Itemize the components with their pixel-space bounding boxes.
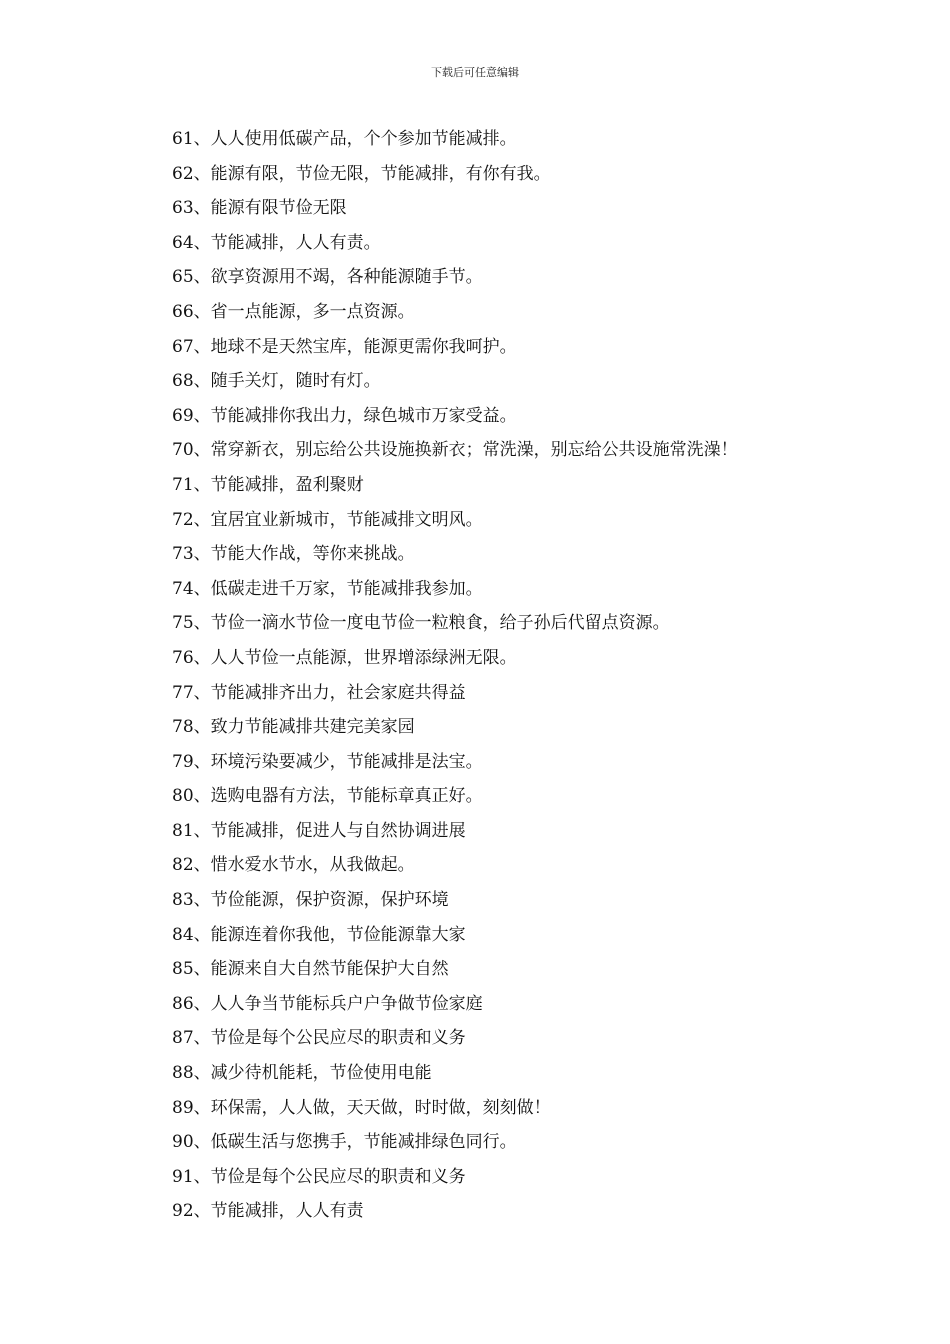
slogan-item [172,987,872,1022]
slogan-text: 致力节能减排共建完美家园 [210,717,415,738]
slogan-number: 64 [172,232,194,253]
slogan-separator: 、 [193,751,211,772]
slogan-separator: 、 [193,336,211,357]
slogan-text: 节能减排，人人有责 [210,1201,364,1222]
slogan-text: 选购电器有方法，节能标章真正好。 [210,786,483,807]
slogan-separator: 、 [193,474,211,495]
slogan-number: 65 [172,267,194,288]
slogan-item [172,676,872,711]
slogan-separator: 、 [193,163,211,184]
slogan-item [172,260,872,295]
slogan-item [172,364,872,399]
slogan-number: 79 [172,751,194,772]
slogan-text: 节能减排你我出力，绿色城市万家受益。 [210,405,517,426]
slogan-item [172,1194,872,1229]
slogan-separator: 、 [193,198,211,219]
slogan-item [172,952,872,987]
slogan-number: 66 [172,301,194,322]
slogan-separator: 、 [193,405,211,426]
slogan-text: 环境污染要减少，节能减排是法宝。 [210,751,483,772]
slogan-separator: 、 [193,267,211,288]
slogan-item [172,1160,872,1195]
slogan-number: 61 [172,129,194,149]
slogan-number: 70 [172,440,194,461]
slogan-separator: 、 [193,647,211,668]
slogan-number: 86 [172,993,194,1014]
slogan-text: 节能减排，促进人与自然协调进展 [210,820,466,841]
slogan-item [172,468,872,503]
slogan-text: 能源有限节俭无限 [210,198,347,219]
slogan-number: 89 [172,1097,194,1118]
slogan-text: 节俭一滴水节俭一度电节俭一粒粮食，给子孙后代留点资源。 [210,613,670,634]
slogan-text: 省一点能源，多一点资源。 [210,301,415,322]
slogan-separator: 、 [193,1097,211,1118]
slogan-text: 惜水爱水节水，从我做起。 [210,855,415,876]
slogan-text: 能源来自大自然节能保护大自然 [210,959,449,980]
slogan-text: 节能减排，盈利聚财 [210,474,364,495]
slogan-item [172,918,872,953]
slogan-text: 节能大作战，等你来挑战。 [210,544,415,565]
slogan-number: 71 [172,474,194,495]
slogan-number: 63 [172,198,194,219]
slogan-text: 欲享资源用不竭，各种能源随手节。 [210,267,483,288]
slogan-separator: 、 [193,786,211,807]
slogan-separator: 、 [193,682,211,703]
slogan-separator: 、 [193,993,211,1014]
slogan-separator: 、 [193,855,211,876]
slogan-number: 81 [172,820,194,841]
slogan-item [172,191,872,226]
slogan-text: 人人争当节能标兵户户争做节俭家庭 [210,993,483,1014]
slogan-separator: 、 [193,1132,211,1153]
slogan-separator: 、 [193,578,211,599]
slogan-separator: 、 [193,890,211,911]
slogan-item [172,848,872,883]
slogan-number: 91 [172,1166,194,1187]
page-header-note: 下载后可任意编辑 [431,66,519,79]
slogan-list [172,122,872,1229]
slogan-text: 常穿新衣，别忘给公共设施换新衣；常洗澡，别忘给公共设施常洗澡！ [210,440,738,461]
slogan-number: 74 [172,578,194,599]
slogan-item [172,710,872,745]
slogan-number: 84 [172,924,194,945]
slogan-item [172,295,872,330]
slogan-item [172,1056,872,1091]
slogan-separator: 、 [193,1166,211,1187]
slogan-number: 83 [172,890,194,911]
slogan-item [172,779,872,814]
slogan-separator: 、 [193,924,211,945]
slogan-item [172,399,872,434]
slogan-number: 72 [172,509,194,530]
slogan-number: 67 [172,336,194,357]
slogan-separator: 、 [193,509,211,530]
slogan-item [172,1091,872,1126]
slogan-item [172,641,872,676]
slogan-text: 节俭是每个公民应尽的职责和义务 [210,1166,466,1187]
slogan-number: 73 [172,544,194,565]
slogan-number: 87 [172,1028,194,1049]
slogan-text: 能源连着你我他，节俭能源靠大家 [210,924,466,945]
slogan-text: 宜居宜业新城市，节能减排文明风。 [210,509,483,530]
slogan-separator: 、 [193,371,211,392]
slogan-separator: 、 [193,440,211,461]
slogan-separator: 、 [193,544,211,565]
slogan-number: 90 [172,1132,194,1153]
slogan-number: 69 [172,405,194,426]
slogan-item [172,537,872,572]
slogan-text: 节能减排，人人有责。 [210,232,381,253]
slogan-item [172,745,872,780]
slogan-separator: 、 [193,959,211,980]
slogan-text: 环保需，人人做，天天做，时时做，刻刻做！ [210,1097,551,1118]
slogan-text: 能源有限，节俭无限，节能减排，有你有我。 [210,163,551,184]
slogan-text: 低碳走进千万家，节能减排我参加。 [210,578,483,599]
slogan-number: 80 [172,786,194,807]
slogan-number: 76 [172,647,194,668]
slogan-separator: 、 [193,613,211,634]
slogan-text: 节俭是每个公民应尽的职责和义务 [210,1028,466,1049]
slogan-number: 85 [172,959,194,980]
slogan-number: 68 [172,371,194,392]
slogan-item [172,226,872,261]
slogan-item [172,883,872,918]
slogan-separator: 、 [193,129,211,149]
slogan-text: 随手关灯，随时有灯。 [210,371,381,392]
slogan-separator: 、 [193,301,211,322]
slogan-item [172,157,872,192]
slogan-separator: 、 [193,232,211,253]
slogan-number: 77 [172,682,194,703]
slogan-item [172,1021,872,1056]
slogan-text: 节能减排齐出力，社会家庭共得益 [210,682,466,703]
slogan-number: 82 [172,855,194,876]
slogan-number: 88 [172,1063,194,1084]
slogan-separator: 、 [193,1028,211,1049]
slogan-item [172,122,872,157]
slogan-separator: 、 [193,1063,211,1084]
slogan-number: 92 [172,1201,194,1222]
slogan-separator: 、 [193,820,211,841]
slogan-item [172,572,872,607]
slogan-item [172,433,872,468]
slogan-item [172,814,872,849]
slogan-text: 人人节俭一点能源，世界增添绿洲无限。 [210,647,517,668]
slogan-number: 78 [172,717,194,738]
slogan-item [172,1125,872,1160]
slogan-separator: 、 [193,717,211,738]
slogan-text: 地球不是天然宝库，能源更需你我呵护。 [210,336,517,357]
slogan-number: 75 [172,613,194,634]
slogan-item [172,606,872,641]
slogan-text: 低碳生活与您携手，节能减排绿色同行。 [210,1132,517,1153]
slogan-text: 减少待机能耗，节俭使用电能 [210,1063,432,1084]
slogan-text: 节俭能源，保护资源，保护环境 [210,890,449,911]
slogan-separator: 、 [193,1201,211,1222]
slogan-item [172,330,872,365]
slogan-number: 62 [172,163,194,184]
slogan-text: 人人使用低碳产品，个个参加节能减排。 [210,129,517,149]
slogan-item [172,503,872,538]
